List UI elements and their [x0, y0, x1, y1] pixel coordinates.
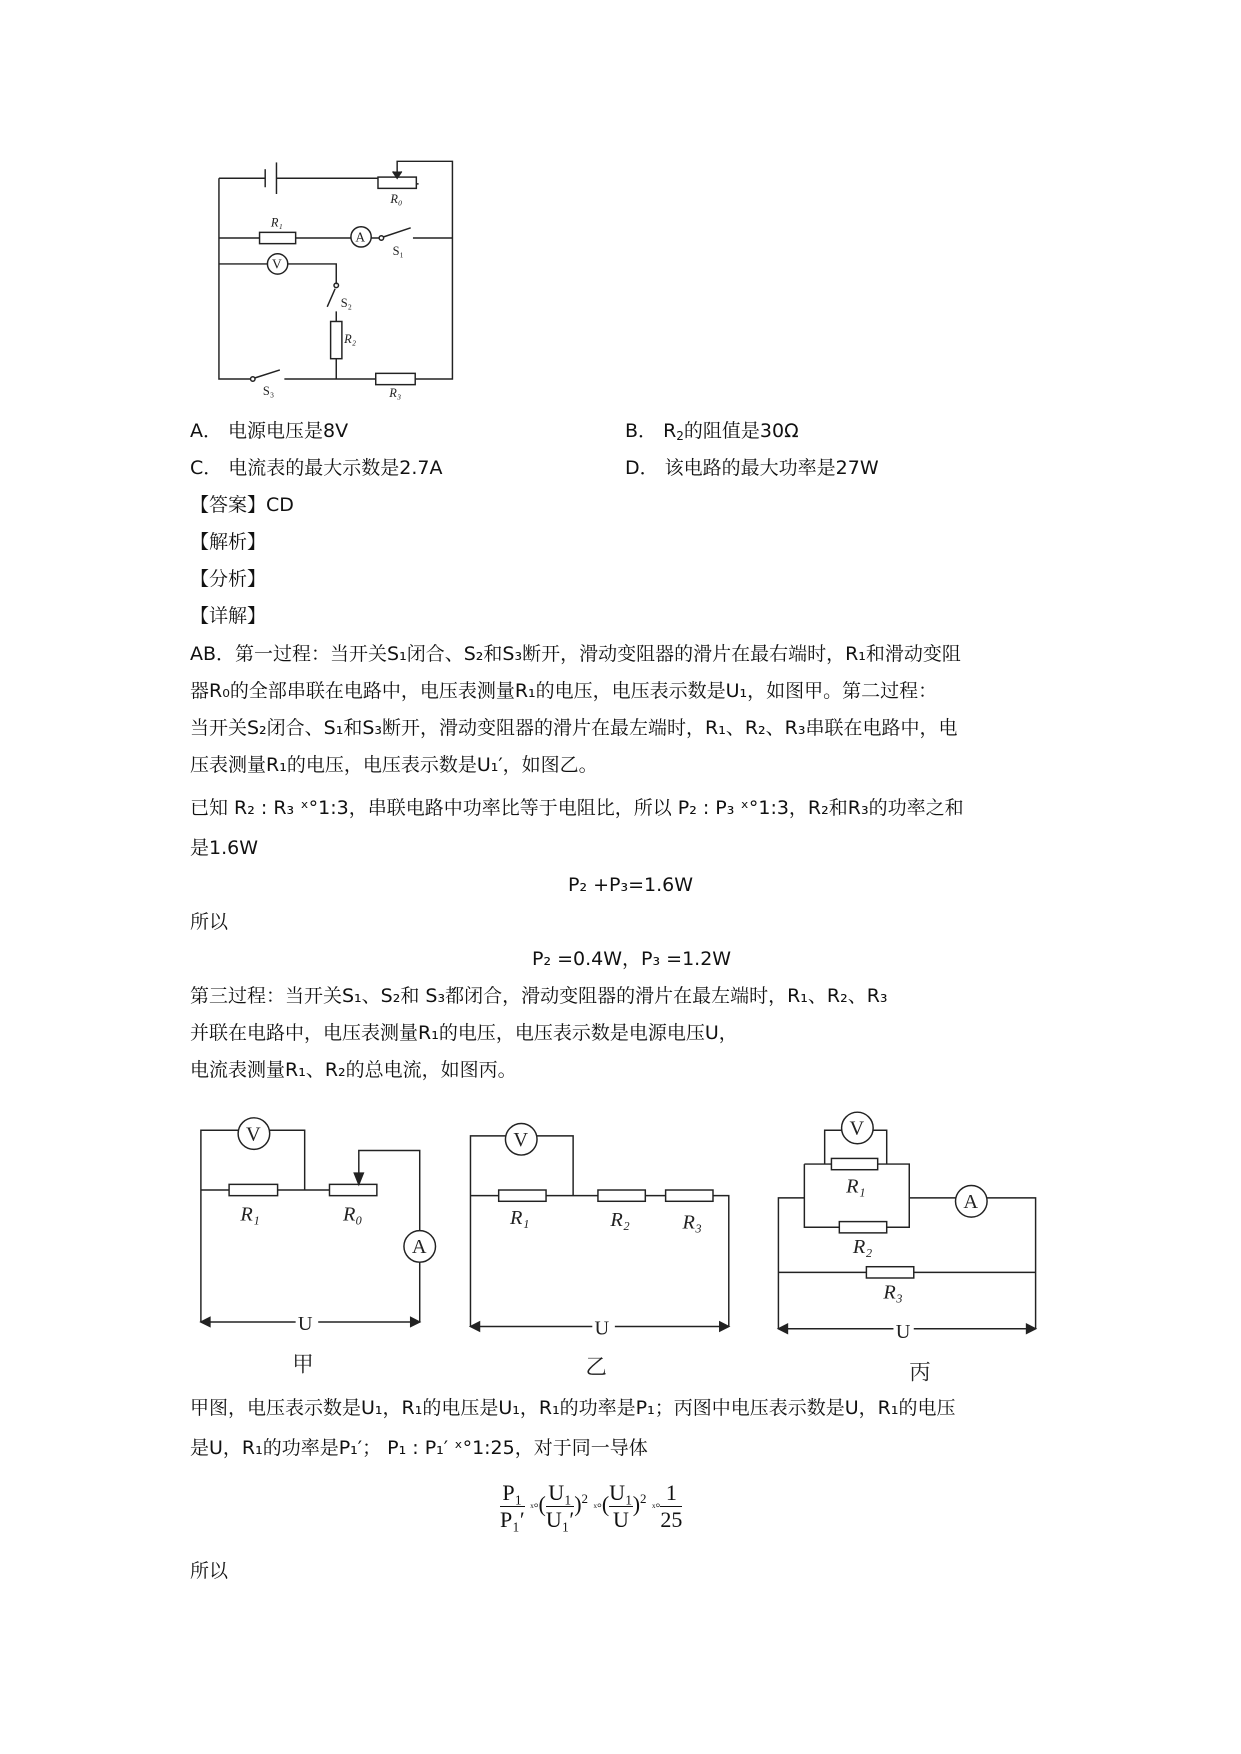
para1-line: AB．第一过程：当开关S₁闭合、S₂和S₃断开，滑动变阻器的滑片在最右端时，R₁和滑动变阻: [190, 643, 961, 665]
svg-text:S₃: S₃: [262, 383, 275, 398]
svg-text:R₃: R₃: [682, 1211, 703, 1234]
svg-text:U: U: [297, 1312, 313, 1335]
circuit-bing: [778, 1112, 1035, 1343]
svg-text:R₀: R₀: [343, 1203, 363, 1226]
label-jia: 甲: [292, 1352, 314, 1377]
svg-text:R₁: R₁: [846, 1175, 866, 1198]
svg-text:A: A: [411, 1236, 427, 1259]
svg-text:R₃: R₃: [883, 1281, 903, 1304]
text-suoyi: 所以: [190, 911, 229, 933]
svg-text:V: V: [849, 1117, 865, 1140]
svg-text:R₂: R₂: [852, 1236, 873, 1259]
option-a: A． 电源电压是8V: [190, 420, 349, 442]
equation-sum: P₂ +P₃=1.6W: [568, 874, 694, 896]
para3-line: 第三过程：当开关S₁、S₂和 S₃都闭合，滑动变阻器的滑片在最左端时，R₁、R₂、R₃: [190, 985, 888, 1007]
svg-text:R₂: R₂: [610, 1209, 630, 1232]
svg-text:U: U: [594, 1317, 610, 1340]
para1-line: 当开关S₂闭合、S₁和S₃断开，滑动变阻器的滑片在最左端时，R₁、R₂、R₃串联在电路中，电: [190, 717, 958, 739]
answer: 【答案】CD: [190, 494, 294, 516]
para4-line: 是U，R₁的功率是P₁′； P₁ : P₁′ ˣ°1:25，对于同一导体: [190, 1437, 648, 1459]
svg-text:U: U: [895, 1320, 911, 1343]
equation-values: P₂ =0.4W，P₃ =1.2W: [532, 948, 732, 970]
para2-line: 是1.6W: [190, 837, 259, 859]
svg-text:R₃: R₃: [389, 386, 402, 401]
svg-text:V: V: [246, 1123, 261, 1146]
label-R0: R₀: [390, 192, 403, 207]
svg-text:R₁: R₁: [240, 1203, 260, 1226]
svg-text:A: A: [963, 1191, 979, 1214]
svg-text:A: A: [355, 229, 366, 245]
svg-text:S₂: S₂: [340, 295, 352, 310]
para1-line: 器R₀的全部串联在电路中，电压表测量R₁的电压，电压表示数是U₁，如图甲。第二过程：: [190, 680, 938, 702]
heading-fenxi: 【分析】: [190, 568, 267, 590]
svg-text:V: V: [271, 256, 282, 272]
heading-xiangjie: 【详解】: [190, 605, 267, 627]
svg-text:R₂: R₂: [344, 331, 357, 346]
para1-line: 压表测量R₁的电压，电压表示数是U₁′，如图乙。: [190, 754, 598, 776]
svg-text:V: V: [513, 1129, 529, 1152]
option-c: C． 电流表的最大示数是2.7A: [190, 457, 443, 479]
svg-text:R₁: R₁: [270, 215, 283, 230]
svg-text:R₁: R₁: [509, 1206, 530, 1229]
option-d: D． 该电路的最大功率是27W: [625, 457, 879, 479]
circuit-yi: [470, 1123, 728, 1339]
question-circuit: [219, 161, 452, 400]
para4-line: 甲图，电压表示数是U₁，R₁的电压是U₁，R₁的功率是P₁；丙图中电压表示数是U，R₁的电压: [190, 1397, 956, 1419]
label-bing: 丙: [909, 1360, 931, 1385]
svg-text:S₁: S₁: [392, 243, 404, 258]
circuit-jia: [201, 1118, 436, 1335]
para2-line: 已知 R₂ : R₃ ˣ°1:3，串联电路中功率比等于电阻比，所以 P₂ : P₃ ˣ°1:3，R₂和R₃的功率之和: [190, 797, 964, 819]
para3-line: 电流表测量R₁、R₂的总电流，如图丙。: [190, 1059, 517, 1081]
label-yi: 乙: [585, 1354, 607, 1379]
para3-line: 并联在电路中，电压表测量R₁的电压，电压表示数是电源电压U，: [190, 1022, 738, 1044]
text-suoyi-2: 所以: [190, 1560, 229, 1582]
option-b: B． $R_2$的阻值是30Ω: [625, 420, 799, 443]
heading-jiexi: 【解析】: [190, 531, 267, 553]
power-ratio-formula: $\frac{\text{P₁}}{\text{P₁′}}$ ˣ°( $\frac{\text{U₁}}{\text{U₁′}}$ )$^2$ ˣ°( $\frac{\text{U₁}}{U}$ )$^2$ ˣ° $\frac{1}{25}$: [500, 1480, 683, 1532]
